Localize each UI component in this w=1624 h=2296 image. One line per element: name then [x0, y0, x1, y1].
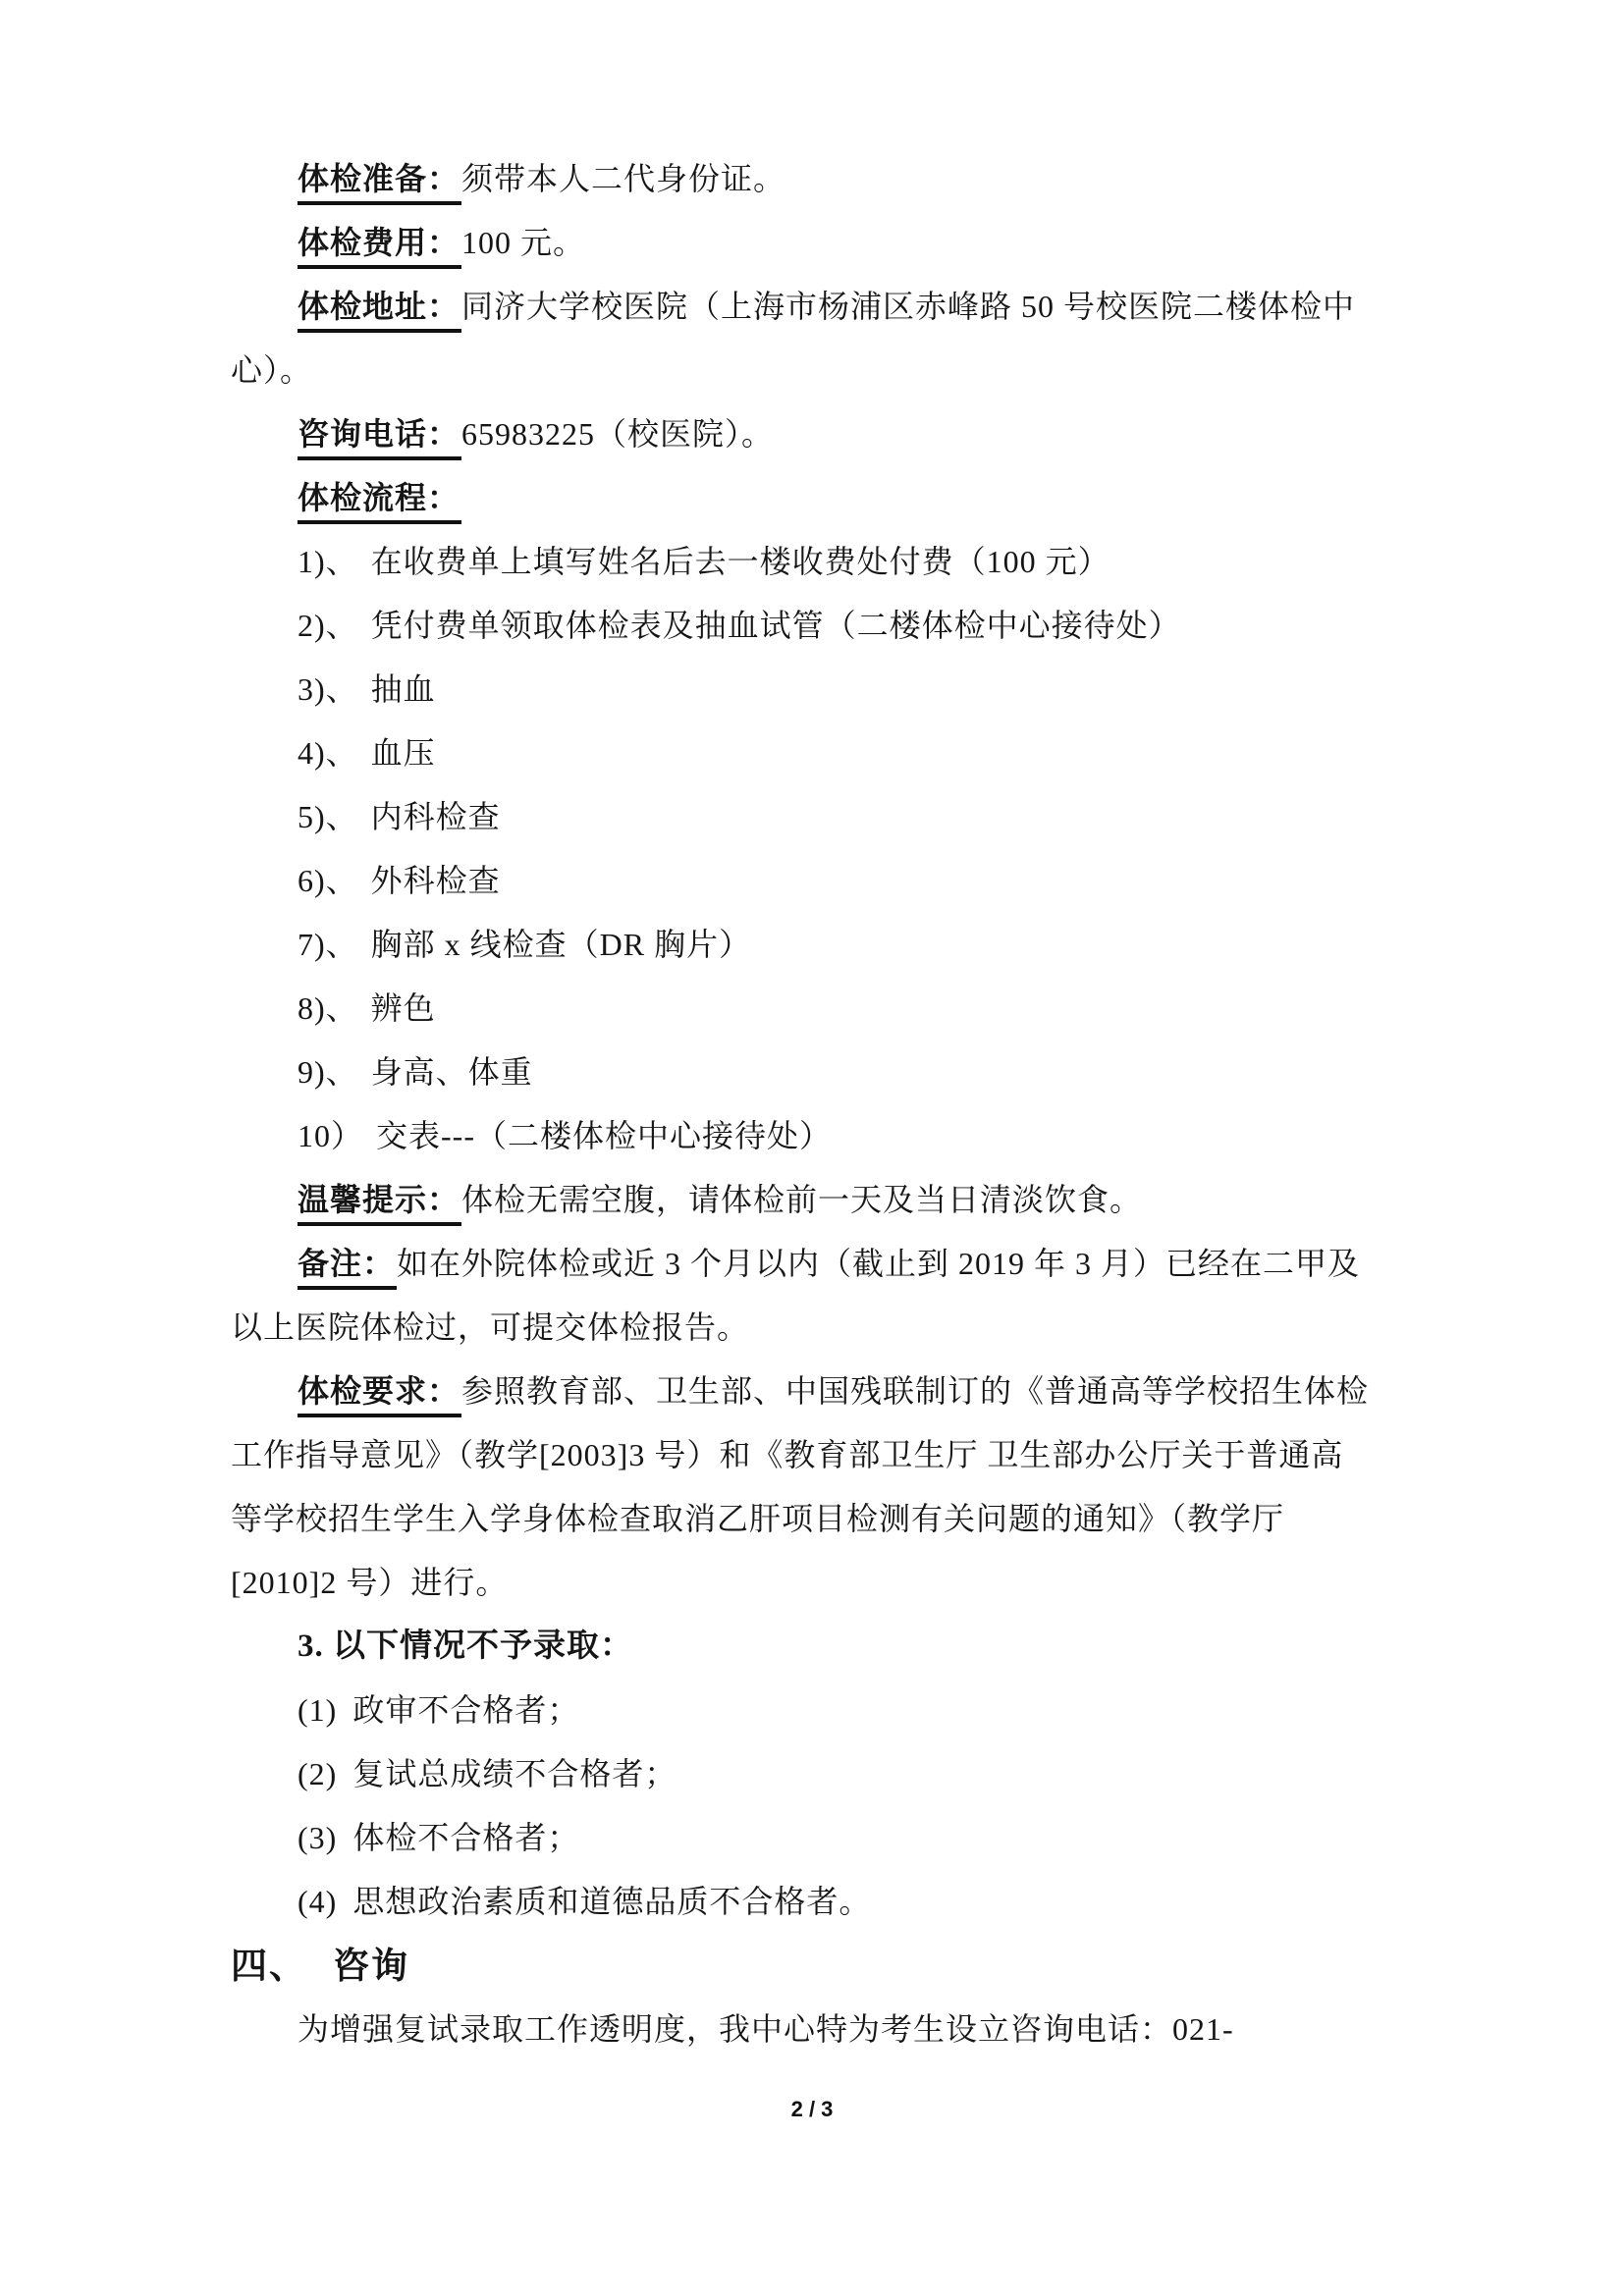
field-label: 体检要求：	[298, 1366, 461, 1417]
list-text: 复试总成绩不合格者；	[352, 1756, 677, 1791]
paragraph-text: 等学校招生学生入学身体检查取消乙肝项目检测有关问题的通知》（教学厅	[231, 1501, 1285, 1536]
list-marker: 4)、	[298, 735, 358, 771]
field-text: 如在外院体检或近 3 个月以内（截止到 2019 年 3 月）已经在二甲及	[397, 1246, 1361, 1281]
list-marker: 5)、	[298, 799, 358, 834]
paragraph-text: 为增强复试录取工作透明度，我中心特为考生设立咨询电话：021-	[298, 2011, 1234, 2047]
doc-line	[231, 849, 1409, 913]
doc-line	[231, 1679, 1409, 1742]
list-marker: 10）	[298, 1118, 364, 1153]
doc-line	[231, 1168, 1409, 1232]
doc-line	[231, 1742, 1409, 1806]
paragraph-text: 以上医院体检过，可提交体检报告。	[231, 1309, 750, 1345]
field-text: 体检无需空腹，请体检前一天及当日清淡饮食。	[461, 1182, 1143, 1217]
doc-line	[231, 1360, 1409, 1423]
field-label: 体检费用：	[298, 218, 461, 269]
list-text: 政审不合格者；	[352, 1692, 580, 1728]
doc-line	[231, 275, 1409, 339]
list-text: 身高、体重	[370, 1054, 533, 1090]
list-text: 思想政治素质和道德品质不合格者。	[352, 1884, 872, 1919]
field-label: 体检准备：	[298, 154, 461, 205]
doc-line	[231, 1551, 1409, 1615]
field-text: 同济大学校医院（上海市杨浦区赤峰路 50 号校医院二楼体检中	[461, 289, 1356, 324]
field-label: 体检地址：	[298, 282, 461, 333]
doc-line	[231, 594, 1409, 658]
doc-line	[231, 147, 1409, 211]
doc-line	[231, 721, 1409, 785]
doc-line	[231, 1423, 1409, 1487]
list-text: 凭付费单领取体检表及抽血试管（二楼体检中心接待处）	[370, 608, 1181, 643]
doc-line	[231, 530, 1409, 594]
doc-line	[231, 402, 1409, 466]
doc-line	[231, 1934, 1409, 1998]
doc-line	[231, 1487, 1409, 1551]
list-text: 内科检查	[370, 799, 501, 834]
list-marker: 7)、	[298, 927, 358, 962]
doc-line	[231, 1296, 1409, 1360]
list-text: 外科检查	[370, 863, 501, 898]
list-text: 血压	[370, 735, 436, 771]
field-text: 须带本人二代身份证。	[461, 161, 786, 196]
doc-line	[231, 1806, 1409, 1870]
list-text: 辨色	[370, 990, 436, 1026]
doc-line	[231, 1041, 1409, 1104]
field-label: 体检流程：	[298, 473, 461, 524]
field-label: 咨询电话：	[298, 409, 461, 460]
heading-text: 3. 以下情况不予录取：	[298, 1629, 633, 1664]
list-marker: (1)	[298, 1692, 338, 1728]
page-number: 2 / 3	[790, 2097, 834, 2121]
list-marker: 2)、	[298, 608, 358, 643]
list-text: 抽血	[370, 671, 436, 707]
doc-line	[231, 658, 1409, 721]
list-marker: 3)、	[298, 671, 358, 707]
list-marker: (2)	[298, 1756, 338, 1791]
list-marker: 8)、	[298, 990, 358, 1026]
paragraph-text: 工作指导意见》（教学[2003]3 号）和《教育部卫生厅 卫生部办公厅关于普通高	[231, 1437, 1344, 1472]
document-body	[231, 147, 1409, 2061]
list-text: 在收费单上填写姓名后去一楼收费处付费（100 元）	[370, 544, 1110, 579]
doc-line	[231, 1998, 1409, 2061]
doc-line	[231, 1615, 1409, 1679]
section-number: 四、	[231, 1946, 307, 1986]
list-text: 体检不合格者；	[352, 1820, 580, 1855]
doc-line	[231, 1870, 1409, 1934]
paragraph-text: 心）。	[231, 352, 313, 388]
doc-line	[231, 1232, 1409, 1296]
list-marker: 6)、	[298, 863, 358, 898]
list-marker: 1)、	[298, 544, 358, 579]
field-label: 备注：	[298, 1239, 397, 1290]
list-marker: 9)、	[298, 1054, 358, 1090]
field-label: 温馨提示：	[298, 1175, 461, 1226]
field-text: 参照教育部、卫生部、中国残联制订的《普通高等学校招生体检	[461, 1373, 1370, 1409]
list-marker: (4)	[298, 1884, 338, 1919]
list-marker: (3)	[298, 1820, 338, 1855]
doc-line	[231, 339, 1409, 402]
section-title: 咨询	[333, 1946, 409, 1986]
doc-line	[231, 785, 1409, 849]
field-text: 65983225（校医院）。	[461, 416, 775, 452]
paragraph-text: [2010]2 号）进行。	[231, 1565, 509, 1600]
doc-line	[231, 466, 1409, 530]
field-text: 100 元。	[461, 225, 586, 260]
doc-line	[231, 913, 1409, 977]
doc-line	[231, 977, 1409, 1041]
doc-line	[231, 1104, 1409, 1168]
list-text: 胸部 x 线检查（DR 胸片）	[370, 927, 752, 962]
doc-line	[231, 211, 1409, 275]
list-text: 交表---（二楼体检中心接待处）	[376, 1118, 832, 1153]
